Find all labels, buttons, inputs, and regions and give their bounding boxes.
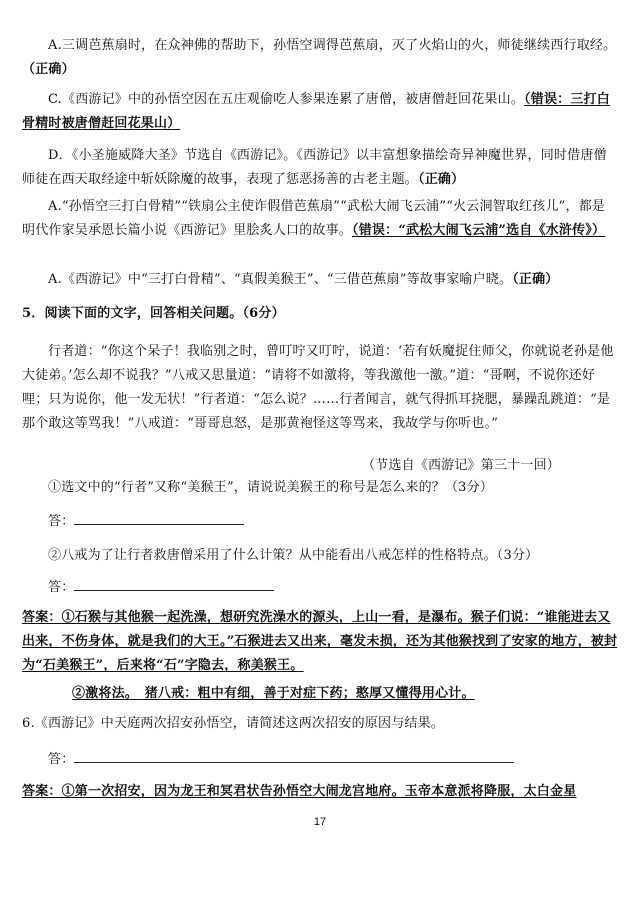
answer-label: 答： xyxy=(48,514,75,529)
answer-label: 答： xyxy=(48,580,75,595)
verdict-correct: （正确） xyxy=(512,272,559,287)
option-text: D．《小圣施威降大圣》节选自《西游记》。《西游记》以丰富想象描绘奇异神魔世界，同时借唐僧师徒在西天取经途中斩妖除魔的故事，表现了惩恶扬善的古老主题。 xyxy=(22,148,607,187)
verdict-wrong: （错误：“武松大闹飞云浦”选自《水浒传》） xyxy=(352,223,606,238)
option-text: C.《西游记》中的孙悟空因在五庄观偷吃人参果连累了唐僧，被唐僧赶回花果山。 xyxy=(48,92,525,107)
answer-blank[interactable] xyxy=(74,510,244,525)
answer-blank[interactable] xyxy=(74,748,514,763)
question-5-title: 5．阅读下面的文字，回答相关问题。（6分） xyxy=(22,306,285,321)
verdict-wrong: （错误：三打白骨精时被唐僧赶回花果山） xyxy=(22,92,610,131)
q6-answer: 答案：①第一次招安，因为龙王和冥君状告孙悟空大闹龙宫地府。玉帝本意派将降服，太白金星 xyxy=(22,784,577,799)
option-text: A.“孙悟空三打白骨精”“铁扇公主使诈假借芭蕉扇”“武松大闹飞云浦”“火云洞智取红孩儿”，都是明代作家吴承恩长篇小说《西游记》里脍炙人口的故事。 xyxy=(22,199,606,238)
q5-passage: 行者道：“你这个呆子！我临别之时，曾叮咛又叮咛，说道：‘若有妖魔捉住师父，你就说老孙是他大徒弟。’怎么却不说我？”八戒又思量道：“请将不如激将，等我激他一激。”道：“哥啊，不说你还好哩；只为说你，他一发无状！”行者道：“怎么说？……行者闻言，就气得抓耳挠腮，暴躁乱跳道：“是那个敢这等骂我！”八戒道：“哥哥息怒，是那黄袍怪这等骂来，我故学与你听也。” xyxy=(22,344,614,431)
question-6-title: 6.《西游记》中天庭两次招安孙悟空，请简述这两次招安的原因与结果。 xyxy=(22,716,445,731)
q5-answer-2: ②激将法。 猪八戒：粗中有细，善于对症下药；憨厚又懂得用心计。 xyxy=(72,686,475,701)
q5-subquestion-1: ①选文中的“行者”又称“美猴王”，请说说美猴王的称号是怎么来的？（3分） xyxy=(48,480,494,495)
page-number: 17 xyxy=(313,816,327,828)
answer-blank[interactable] xyxy=(74,576,274,591)
option-a-household-stories xyxy=(22,268,618,292)
q5-subquestion-2: ②八戒为了让行者救唐僧采用了什么计策？从中能看出八戒怎样的性格特点。（3分） xyxy=(48,548,539,563)
option-text: A.《西游记》中“三打白骨精”、“真假美猴王”、“三借芭蕉扇”等故事家喻户晓。 xyxy=(48,272,513,287)
q5-answer-line-1[interactable] xyxy=(22,510,618,534)
option-a-famous-stories xyxy=(22,195,618,243)
option-text: A.三调芭蕉扇时，在众神佛的帮助下，孙悟空调得芭蕉扇，灭了火焰山的火，师徒继续西行取经。 xyxy=(48,38,617,53)
answer-label: 答： xyxy=(48,752,75,767)
q5-answer-line-2[interactable] xyxy=(22,576,618,600)
option-c-wuzhuang-temple xyxy=(22,88,618,136)
q5-source: （节选自《西游记》第三十一回） xyxy=(361,458,560,473)
verdict-correct: （正确） xyxy=(418,172,465,187)
q5-answer-1: 答案：①石猴与其他猴一起洗澡，想研究洗澡水的源头，上山一看，是瀑布。猴子们说：“谁能进去又出来，不伤身体，就是我们的大王。”石猴进去又出来，毫发未损，还为其他猴找到了安家的地方，被封为“石美猴王”，后来将“石”字隐去，称美猴王。 xyxy=(22,610,618,673)
q6-answer-line[interactable] xyxy=(22,748,618,772)
option-d-xiaosheng xyxy=(22,144,618,192)
option-a-three-fans xyxy=(22,34,618,82)
verdict-correct: （正确） xyxy=(22,62,75,77)
